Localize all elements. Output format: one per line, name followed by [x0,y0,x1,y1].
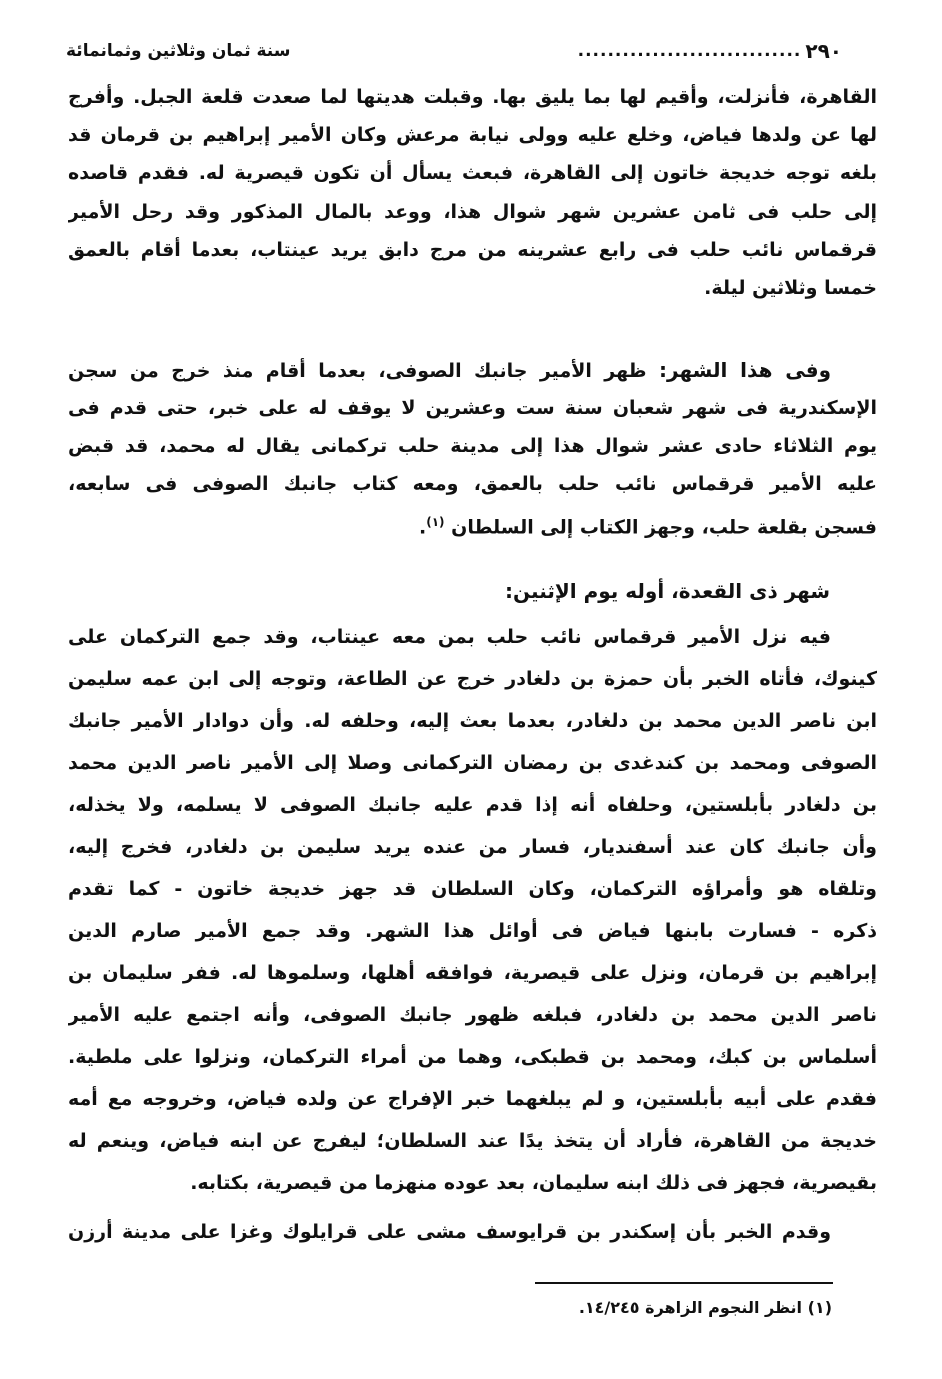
text-line: فيه نزل الأمير قرقماس نائب حلب بمن معه عينتاب، وقد جمع التركمان على [68,626,831,648]
paragraph-1 [68,78,877,307]
text-line: يوم الثلاثاء حادى عشر شوال هذا إلى مدينة حلب تركمانى يقال له محمد، قد قبض [68,435,877,457]
text-line: فقدم على أبيه بأبلستين، و لم يبلغهما خبر الإفراج عن ولده فياض، وخروجه مع أمه [68,1088,877,1110]
text-line: أسلماس بن كبك، ومحمد بن قطبكى، وهما من أمراء التركمان، ونزلوا على ملطية. [68,1046,877,1068]
text-line: فسجن بقلعة حلب، وجهز الكتاب إلى السلطان $^{(١)}$. [419,515,877,539]
running-title: سنة ثمان وثلاثين وثمانمائة [66,41,291,61]
text-line: إبراهيم بن قرمان، ونزل على قيصرية، فوافقه أهلها، وسلموها له. ففر سليمان بن [68,962,877,984]
text-line: وقدم الخبر بأن إسكندر بن قرايوسف مشى على قرايلوك وغزا على مدينة أرزن [68,1221,831,1243]
paragraph-3 [68,616,877,1204]
text-line: كينوك، فأتاه الخبر بأن حمزة بن دلغادر خرج عن الطاعة، وتوجه إلى ابن عمه سليمن [68,668,877,690]
text-line: إلى حلب فى ثامن عشرين شهر شوال هذا، ووعد بالمال المذكور وقد رحل الأمير [68,200,877,223]
running-header [66,36,842,66]
text-line: ناصر الدين محمد بن دلغادر، فبلغه ظهور جانبك الصوفى، وأنه اجتمع عليه الأمير [68,1004,877,1026]
text-line: بن دلغادر بأبلستين، وحلفاه أنه إذا قدم عليه جانبك الصوفى لا يسلمه، ولا يخذله، [68,794,877,816]
footnote-reference[interactable]: (١) [426,515,445,529]
text-line: الصوفى ومحمد بن كندغدى بن رمضان التركمانى وصلا إلى الأمير ناصر الدين محمد [68,752,877,774]
footnote: (١) انظر النجوم الزاهرة ١٤/٢٤٥. [578,1298,832,1317]
text-line: خمسا وثلاثين ليلة. [704,276,877,299]
text-line: الإسكندرية فى شهر شعبان سنة ست وعشرين لا يوقف له على خبر، حتى قدم فى [68,397,877,419]
page-number: ٢٩٠ [805,39,842,63]
text-line: وأن جانبك كان عند أسفنديار، فسار من عنده يريد سليمن بن دلغادر، فخرج إليه، [68,836,877,858]
text-line: بقيصرية، فجهز فى ذلك ابنه سليمان، بعد عوده منهزما من قيصرية، بكتابه. [190,1172,877,1194]
text-line: القاهرة، فأنزلت، وأقيم لها بما يليق بها. وقبلت هديتها لما صعدت قلعة الجبل. وأفرج [68,86,877,108]
text-line: ابن ناصر الدين محمد بن دلغادر، بعدما بعث إليه، وحلفه له. وأن دوادار الأمير جانبك [68,710,877,732]
paragraph-4 [68,1212,877,1252]
text-line: خديجة من القاهرة، فأراد أن يتخذ يدًا عند السلطان؛ ليفرج عن ابنه فياض، وينعم له [68,1130,877,1152]
section-heading: شهر ذى القعدة، أوله يوم الإثنين: [505,579,830,603]
header-dot-leader: .............................. [577,41,802,61]
text-line: لها عن ولدها فياض، وخلع عليه وولى نيابة مرعش وكان الأمير إبراهيم بن قرمان قد [68,124,877,147]
paragraph-2 [68,351,877,541]
text-line [68,351,877,389]
footnote-separator [535,1282,833,1284]
text-line: عليه الأمير قرقماس نائب حلب بالعمق، ومعه كتاب جانبك الصوفى فى سابعه، [68,473,877,495]
paragraph-lead: وفى هذا الشهر: [659,358,832,382]
text-line: بلغه توجه خديجة خاتون إلى القاهرة، فبعث يسأل أن تكون قيصرية له. فقدم قاصده [68,162,877,185]
text-line: قرقماس نائب حلب فى رابع عشرينه من مرج دابق يريد عينتاب، بعدما أقام بالعمق [68,238,877,261]
text-line: ذكره - فسارت بابنها فياض فى أوائل هذا الشهر. وقد جمع الأمير صارم الدين [68,920,877,942]
text-span: ظهر الأمير جانبك الصوفى، بعدما أقام منذ خرج من سجن [68,360,647,382]
text-span: فسجن بقلعة حلب، وجهز الكتاب إلى السلطان [451,516,877,539]
text-line: وتلقاه هو وأمراؤه التركمان، وكان السلطان قد جهز خديجة خاتون - كما تقدم [68,878,877,900]
